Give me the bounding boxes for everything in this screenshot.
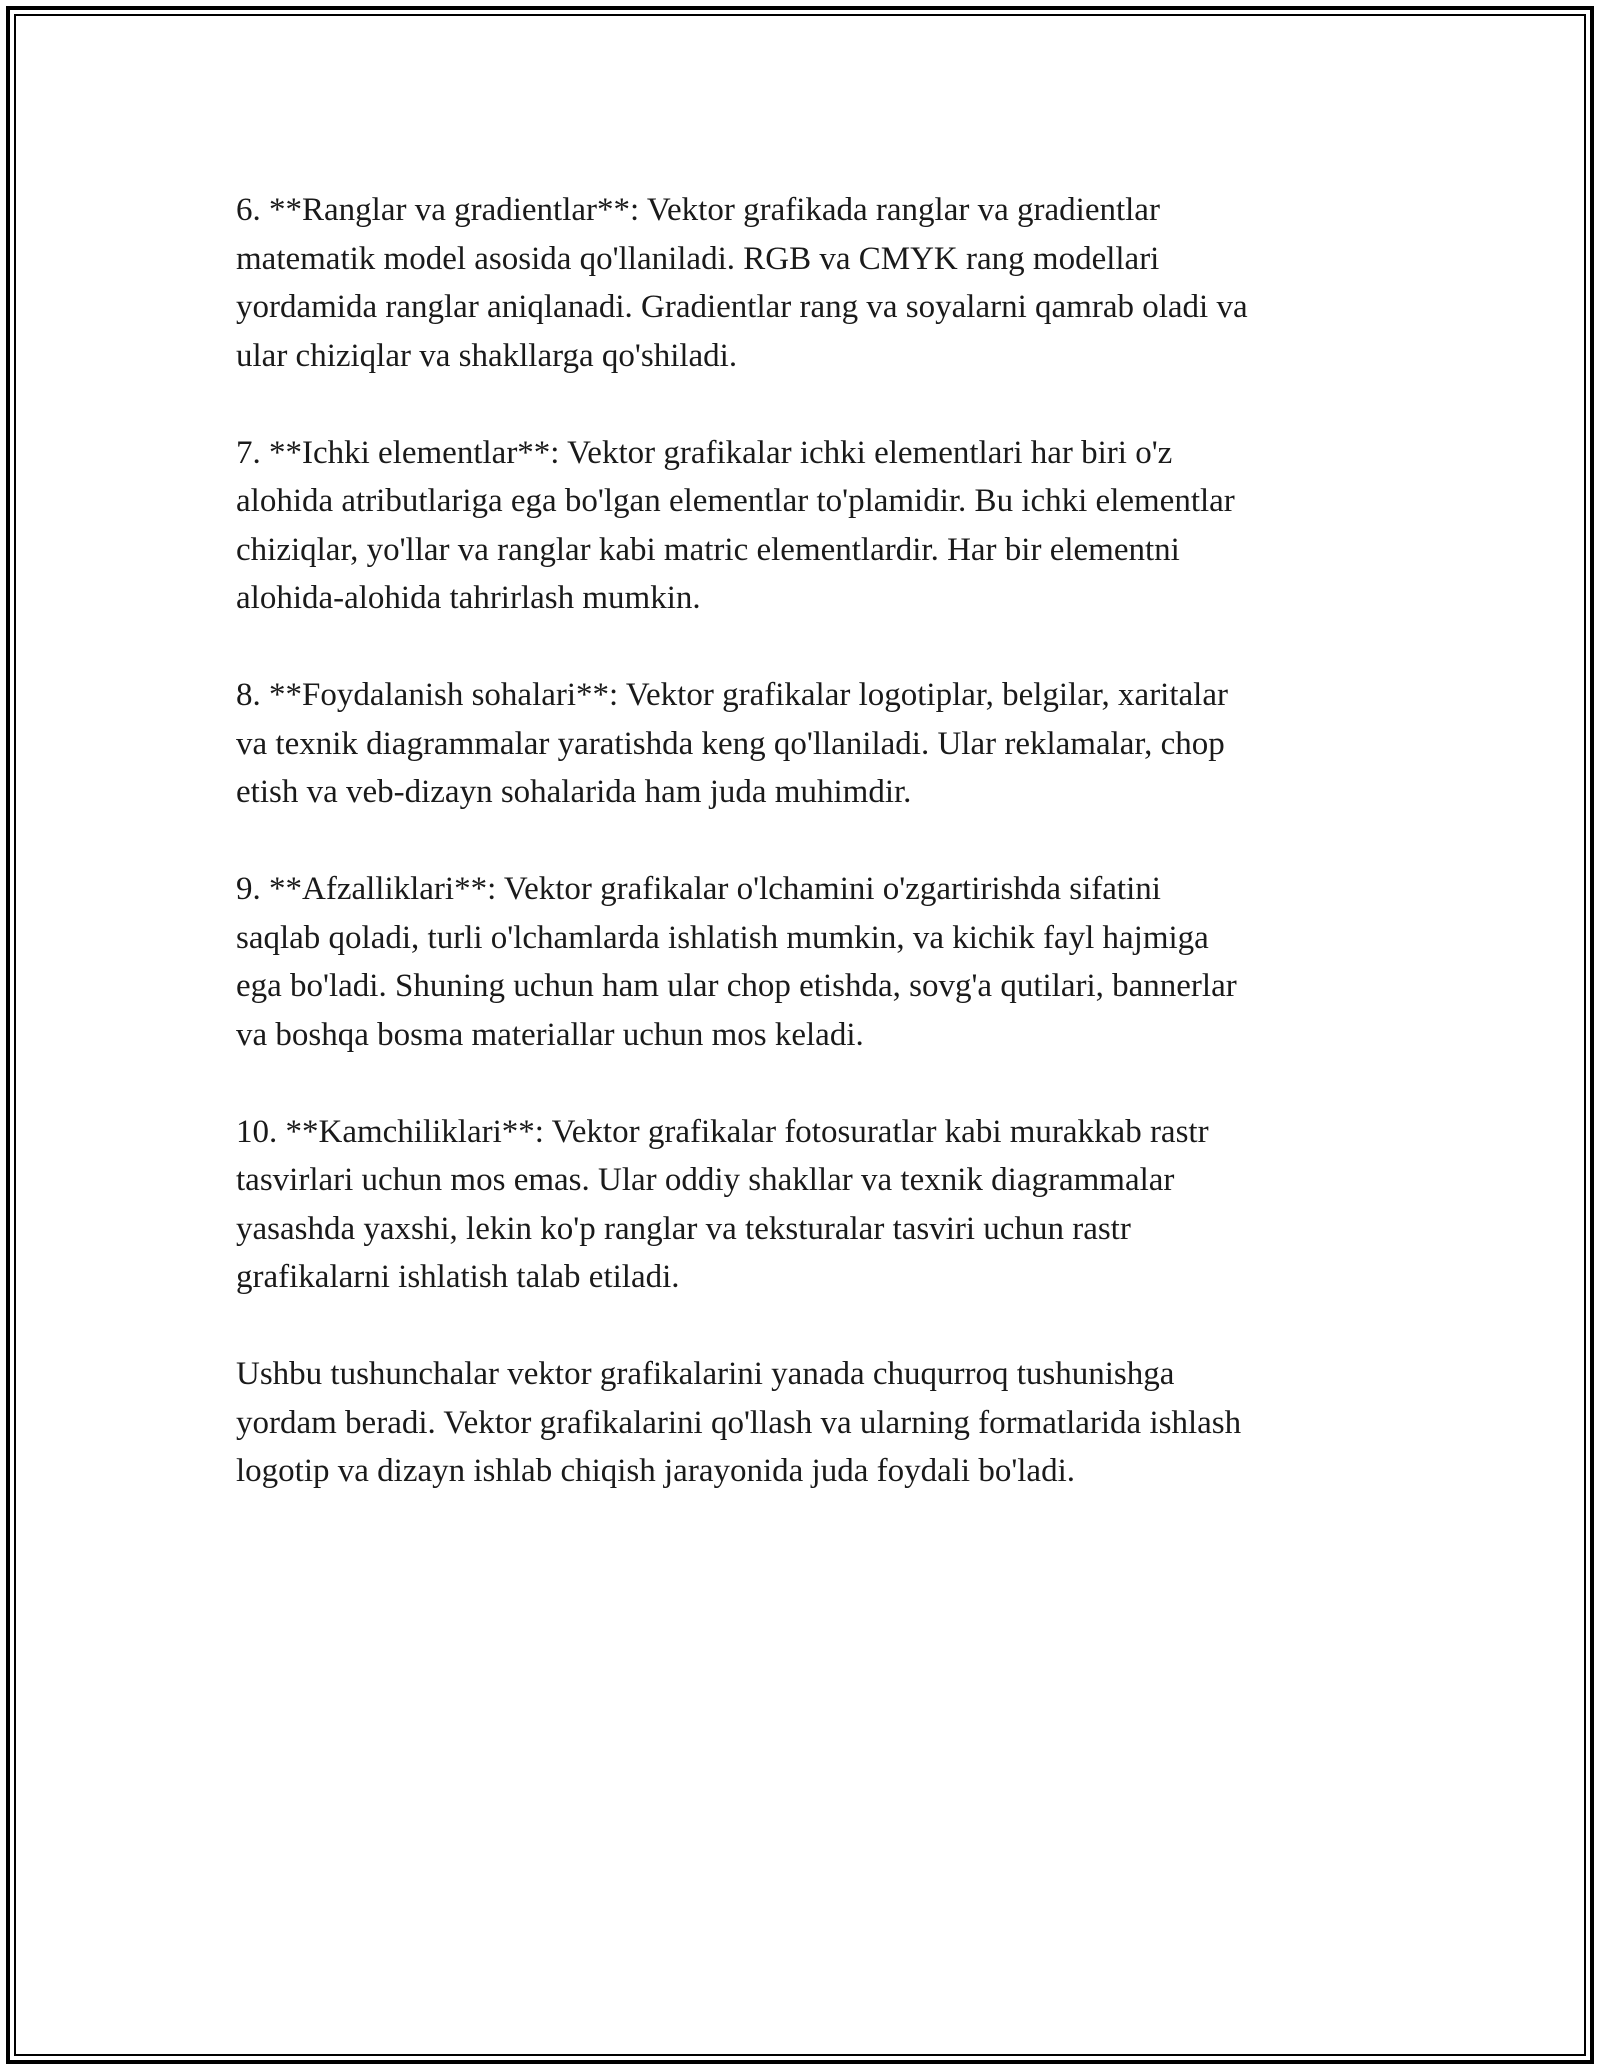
paragraph-foydalanish-sohalari: 8. **Foydalanish sohalari**: Vektor grafikalar logotiplar, belgilar, xaritalar va texnik diagrammalar yaratishda keng qo'llaniladi. Ular reklamalar, chop etish va veb-dizayn sohalarida ham juda muhimdir. [236, 677, 1228, 810]
paragraph-conclusion: Ushbu tushunchalar vektor grafikalarini yanada chuqurroq tushunishga yordam beradi. Vektor grafikalarini qo'llash va ularning formatlarida ishlash logotip va dizayn ishlab chiqish jarayonida juda foydali bo'ladi. [236, 1356, 1242, 1489]
paragraph-afzalliklari: 9. **Afzalliklari**: Vektor grafikalar o'lchamini o'zgartirishda sifatini saqlab qoladi, turli o'lchamlarda ishlatish mumkin, va kichik fayl hajmiga ega bo'ladi. Shuning uchun ham ular chop etishda, sovg'a qutilari, bannerlar va boshqa bosma materiallar uchun mos keladi. [236, 871, 1237, 1053]
paragraph-kamchiliklari: 10. **Kamchiliklari**: Vektor grafikalar fotosuratlar kabi murakkab rastr tasvirlari uchun mos emas. Ular oddiy shakllar va texnik diagrammalar yasashda yaxshi, lekin ko'p ranglar va teksturalar tasviri uchun rastr grafikalarni ishlatish talab etiladi. [236, 1113, 1209, 1295]
paragraph-ichki-elementlar: 7. **Ichki elementlar**: Vektor grafikalar ichki elementlari har biri o'z alohida atributlariga ega bo'lgan elementlar to'plamidir. Bu ichki elementlar chiziqlar, yo'llar va ranglar kabi matric elementlardir. Har bir elementni alohida-alohida tahrirlash mumkin. [236, 434, 1235, 616]
document-body [236, 186, 1366, 1544]
paragraph-ranglar-va-gradientlar: 6. **Ranglar va gradientlar**: Vektor grafikada ranglar va gradientlar matematik model asosida qo'llaniladi. RGB va CMYK rang modellari yordamida ranglar aniqlanadi. Gradientlar rang va soyalarni qamrab oladi va ular chiziqlar va shakllarga qo'shiladi. [236, 192, 1248, 374]
